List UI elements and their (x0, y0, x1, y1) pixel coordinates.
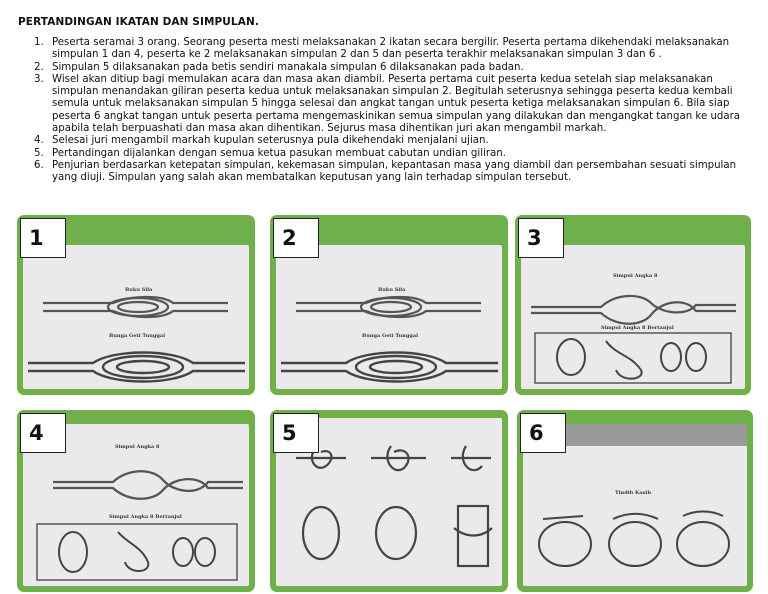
caption-bottom: Simpul Angka 8 Bertanjul (601, 325, 674, 331)
rule-item (18, 135, 758, 147)
rule-item (18, 148, 758, 160)
rule-text: Penjurian berdasarkan ketepatan simpulan, kekemasan simpulan, kepantasan masa yang diambil dan persembahan sesuati simpulan yang diuji. Simpulan yang salah akan membatalkan keputusan yang lain terhadap simpulan tersebut. (52, 159, 737, 184)
document-title: PERTANDINGAN IKATAN DAN SIMPULAN. (18, 16, 259, 28)
caption-top: Tindih Kasih (615, 490, 651, 496)
panel-number-badge: 3 (518, 218, 564, 258)
panel-number-badge: 2 (273, 218, 319, 258)
rule-item (18, 62, 758, 74)
caption-top: Buku Sila (378, 287, 406, 293)
panel-number-badge: 1 (20, 218, 66, 258)
rule-text: Peserta seramai 3 orang. Seorang peserta mesti melaksanakan 2 ikatan secara bergilir. Peserta pertama dikehendaki melaksanakan simpulan 1 dan 4, peserta ke 2 melaksanakan simpulan 2 dan 5 dan peserta terakhir melaksanakan simpulan 3 dan 6 . (52, 37, 730, 61)
panel-number-badge: 5 (273, 413, 319, 453)
rule-number: 1. (34, 37, 44, 48)
knot-panel-2 (270, 215, 508, 395)
rule-number: 2. (34, 61, 44, 73)
knot-panel-5 (270, 410, 508, 592)
knot-photo (23, 245, 249, 389)
rule-item (18, 160, 758, 185)
panel-number-badge: 4 (20, 413, 66, 453)
panel-number-badge: 6 (520, 413, 566, 453)
rule-number: 6. (34, 159, 44, 171)
rule-item (18, 37, 758, 62)
knot-panel-6 (517, 410, 753, 592)
caption-bottom: Simpul Angka 8 Bertanjul (109, 514, 182, 520)
rule-text: Wisel akan ditiup bagi memulakan acara dan masa akan diambil. Peserta pertama cuit peserta kedua setelah siap melaksanakan simpulan menandakan giliran peserta kedua untuk melaksanakan simpulan 2. Begitulah seterusnya sehingga peserta kedua kembali semula untuk melaksanakan simpulan 5 hingga selesai dan angkat tangan untuk peserta ketiga melaksanakan simpulan 6. Bila siap peserta 6 angkat tangan untuk peserta pertama mengemaskinikan semua simpulan yang dilakukan dan mengangkat tangan ke udara apabila telah berpuashati dan masa akan dihentikan. Sejurus masa dihentikan juri akan mengambil markah. (52, 73, 741, 135)
caption-top: Simpul Angka 8 (613, 273, 658, 279)
figure-eight-knot-illustration (521, 245, 745, 389)
rule-text: Selesai juri mengambil markah kupulan seterusnya pula dikehendaki menjalani ujian. (52, 135, 489, 147)
caption-top: Simpul Angka 8 (115, 444, 160, 450)
rule-number: 3. (34, 73, 44, 85)
knot-photo (521, 245, 745, 389)
knot-panel-1 (17, 215, 255, 395)
caption-bottom: Bunga Geti Tunggal (362, 333, 419, 339)
rule-number: 4. (34, 135, 44, 147)
rule-number: 5. (34, 147, 44, 159)
caption-top: Buku Sila (125, 287, 153, 293)
rule-text: Simpulan 5 dilaksanakan pada betis sendiri manakala simpulan 6 dilaksanakan pada badan. (52, 61, 524, 73)
knot-photo (276, 245, 502, 389)
rule-item (18, 74, 758, 135)
reef-knot-illustration (276, 245, 502, 389)
knot-panel-4 (17, 410, 255, 592)
rule-text: Pertandingan dijalankan dengan semua ketua pasukan membuat cabutan undian giliran. (52, 147, 506, 159)
knot-panel-3 (515, 215, 751, 395)
reef-knot-illustration (23, 245, 249, 389)
rules-list (18, 37, 758, 185)
caption-bottom: Bunga Geti Tunggal (109, 333, 166, 339)
